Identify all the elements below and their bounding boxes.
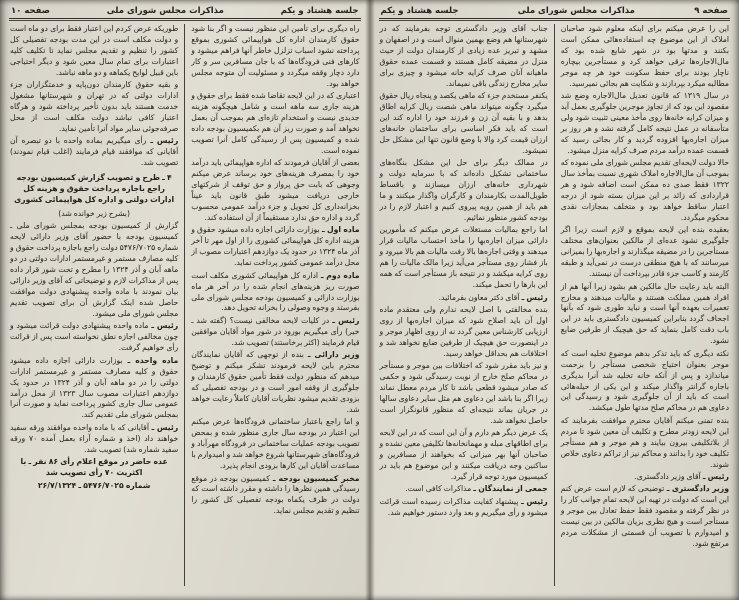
- text-column-left: [379, 24, 549, 586]
- paragraph: وزیر دارائی ـ بنده از توجهی که آقایان نمایندگان محترم باین لایحه فرمودند تشکر میکنم و توضیح میدهم که منظور دولت فقط تأمین حقوق کارمندان و جلوگیری از وقفه امور است و در بودجه تفصیلی که بزودی تقدیم میشود نظریات آقایان کاملاً رعایت خواهد شد.: [191, 350, 360, 414]
- paragraph: رئیس ـ ماده واحده پیشنهادی دولت قرائت میشود و چون مخالفی اجازه نطق نخواسته است پس از قرائت رأی خواهیم گرفت.: [10, 321, 179, 353]
- left-page-header: [9, 6, 361, 18]
- paragraph: یک عرض دیگر هم دارم و آن این است که در این لایحه برای اطاقهای مبله و مهمانخانه‌ها تکلیفی معین نشده و صاحبان آنها بهر میزانی که بخواهند از مسافرین و ساکنین وجه دریافت میکنند و این موضوع هم باید در کمیسیون مورد توجه قرار گیرد.: [379, 428, 548, 481]
- journal-title: مذاکرات مجلس شورای ملی: [517, 6, 635, 16]
- paragraph: وزیر دادگستری ـ توضیحی که لازم است عرض کنم این است که دولت در تهیه این لایحه تمام جوانب کار را در نظر گرفته و مقصود فقط حفظ تعادل بین موجر و مستأجر است و هیچ نظری بزیان مالکین در بین نیست و امیدوارم با تصویب آن قسمتی از مشکلات مردم مرتفع شود.: [560, 484, 729, 549]
- page-number: صفحه ۱۰: [11, 6, 50, 16]
- right-page-columns: [379, 24, 731, 586]
- paragraph: شماره ۵۴۷۶/۷۰۲۵ ـ ۲۶/۷/۱۳۲۴: [37, 480, 151, 490]
- journal-title: مذاکرات مجلس شورای ملی: [106, 6, 224, 16]
- paragraph: و نیز باید مقرر شود که اختلافات بین موجر و مستأجر در محاکم صلح خارج از نوبت رسیدگی شود و حکمی که صادر میشود قطعی باشد تا کار مردم معطل نماند زیرا اگر بنا باشد این دعاوی هم مثل سایر دعاوی سالها در جریان بماند نتیجه‌ای که منظور قانونگزار است حاصل نخواهد شد.: [379, 361, 548, 425]
- paragraph: بنده مخالفتی با اصل لایحه ندارم ولی معتقدم ماده اول آن باید اصلاح شود که میزان اجاره‌بها از روی ارزیابی کارشناس معین گردد نه از روی اظهار موجر و در اینصورت حق هیچیک از طرفین ضایع نخواهد شد و اختلافات هم بحداقل خواهد رسید.: [379, 304, 548, 358]
- column-divider: [184, 24, 185, 586]
- text-column-right: [560, 24, 730, 586]
- paragraph: ماده دوم ـ اداره کل هواپیمائی کشوری مکلف است صورت ریز هزینه‌های انجام شده را در آخر هر ماه بوزارت دارائی و کمیسیون بودجه مجلس شورای ملی بفرستد و وجوه وصولی را بخزانه تحویل دهد.: [191, 270, 360, 313]
- paragraph: جمعی از نمایندگان ـ مذاکرات کافی است.: [405, 484, 548, 494]
- paragraph: اما راجع بمالیات مستغلات عرض میکنم که مأمورین دارائی میزان اجاره‌بها را مأخذ احتساب مالیات قرار میدهند و وقتی اجاره‌ها بالا رفت مالیات هم بالا میرود و باز فشار روی مستأجر می‌آید زیرا مالک مالیات را هم روی کرایه میکشد و در نتیجه باز مستأجر است که همه این بارها را تحمل میکند.: [379, 225, 548, 290]
- paragraph: و اما راجع باعتبار ساختمانی فرودگاه‌ها عرض میکنم این اعتبار در بودجه سال جاری منظور شده و بمحض تصویب بودجه عملیات ساختمانی در فرودگاه مهرآباد و فرودگاه‌های شهرستانها شروع خواهد شد و امیدوارم با مساعدت آقایان این کارها بزودی انجام پذیرد.: [191, 417, 360, 471]
- paragraph: رئیس ـ آقای وزیر دادگستری.: [634, 472, 729, 481]
- paragraph: رئیس ـ پیشنهاد کفایت مذاکرات رسیده است قرائت میشود و رأی میگیریم و بعد وارد دستور خواهیم شد.: [379, 496, 548, 517]
- right-page: [370, 0, 739, 600]
- session-title: جلسه هشتاد و یکم: [280, 6, 359, 16]
- paragraph: عده حاضر در موقع اعلام رأی ۸۶ نفر ـ با اکثریت ۷۰ رأی تصویب شد: [20, 457, 168, 478]
- paragraph: اعتباری که در این لایحه تقاضا شده فقط برای حقوق و هزینه جاری سه ماهه است و شامل هیچگونه هزینه جدیدی نیست و استخدام تازه‌ای هم بموجب آن بعمل نخواهد آمد و صورت ریز آن هم بکمیسیون بودجه داده شده و کمیسیون پس از رسیدگی کامل آنرا تصویب نموده است.: [191, 91, 360, 155]
- text-column-left: [9, 24, 179, 586]
- right-page-header: [379, 6, 731, 18]
- paragraph: ماده اول ـ بوزارت دارائی اجازه داده میشود حقوق و هزینه اداره کل هواپیمائی کشوری را از اول مهر تا آخر آذر ماه ۱۳۲۴ در حدود یک دوازدهم اعتبارات مصوب از محل درآمد عمومی کشور پرداخت نماید.: [191, 225, 360, 268]
- paragraph: گزارش از کمیسیون بودجه بمجلس شورای ملی ـ کمیسیون بودجه با حضور آقای وزیر دارائی لایحه شماره ۵۴۷۶/۷۰۲۵ دولت راجع باجازه پرداخت حقوق و کلیه مصارف مستمر و غیرمستمر ادارات دولتی در دو ماهه آبان و آذر ۱۳۲۴ را مطرح و تحت شور قرار داده پس از مذاکرات لازم و توضیحاتی که آقای وزیر دارائی بیان نمودند با ماده واحده پیشنهادی دولت موافقت حاصل شده اینک گزارش آن برای تصویب تقدیم مجلس شورای ملی میشود.: [10, 221, 179, 318]
- paragraph: حالا دولت لایحه‌ای تقدیم مجلس شورای ملی نموده که بموجب آن مال‌الاجاره املاک شهری نسبت بمأخذ سال ۱۳۲۲ فقط صدی ده ممکن است اضافه شود و هر قراردادی که زائد بر این میزان بسته شود از درجه اعتبار ساقط خواهد بود و متخلف بمجازات نقدی محکوم میگردد.: [560, 158, 729, 222]
- paragraph: نکته دیگری که باید تذکر بدهم موضوع تخلیه است که موجر بعنوان احتیاج شخصی مستأجر را بزحمت میاندازد و پس از آنکه خانه تخلیه شد آنرا بدیگری باجاره گرانتر واگذار میکند و این یکی از حیله‌هائی است که باید از آن جلوگیری شود و رسیدگی این دعاوی هم در محاکم صلح مدتها طول میکشد.: [560, 348, 729, 413]
- paragraph: مخبر کمیسیون بودجه ـ کمیسیون بودجه در موقع رسیدگی همین نظرها را داشته و مقرر داشته است که دولت در ظرف یکماه بودجه تفصیلی کل کشور را تنظیم و تقدیم مجلس نماید.: [191, 473, 360, 516]
- left-page-columns: [9, 24, 361, 586]
- paragraph: البته باید رعایت حال مالکین هم بشود زیرا آنها هم از افراد همین مملکت هستند و مالیات میدهند و مخارج تعمیرات بعهده آنها است و نباید طوری شود که بآنها اجحاف گردد بنابراین کمیسیون دادگستری باید در این باب دقت کامل بنماید که حق هیچیک از طرفین ضایع نشود.: [560, 281, 729, 346]
- paragraph: رئیس ـ رأی میگیریم بماده واحده با دو تبصره آن آقایانی که موافقند قیام فرمایند (اغلب قیام نمودند) تصویب شد.: [10, 136, 179, 168]
- header-rule: [379, 18, 731, 21]
- paragraph: رئیس ـ در کلیات لایحه مخالفی نیست؟ (گفته شد ـ خیر) رأی میگیریم بورود در شور مواد آقایان موافقین قیام فرمایند (اکثر برخاستند) تصویب شد.: [191, 315, 360, 347]
- paragraph: این را عرض میکنم برای اینکه معلوم شود صاحبان املاک از این موضوع چه استفاده‌هائی ممکن است بکنند و مدتها بود در شهر شایع شده بود که مال‌الاجاره‌ها ترقی خواهد کرد و مستأجرین بیچاره ناچار بودند برای حفظ سکونت خود هر چه موجر مطالبه میکرد بپردازند و شکایت هم بجائی نمیرسید.: [560, 24, 729, 88]
- paragraph: ماده واحده ـ بوزارت دارائی اجازه داده میشود حقوق و کلیه مصارف مستمر و غیرمستمر ادارات دولتی را در دو ماهه آبان و آذر ۱۳۲۴ در حدود یک دوازدهم اعتبارات مصوب سال ۱۳۲۳ از محل درآمد عمومی سال جاری کشور پرداخت نماید و صورت آنرا بمجلس شورای ملی تقدیم کند.: [10, 355, 179, 420]
- paragraph: رئیس ـ آقای دکتر معاون بفرمائید.: [438, 292, 548, 302]
- paragraph: بنده تمنی میکنم آقایان محترم موافقت بفرمایند که این لایحه زودتر مطرح و تکلیف آن معین شود تا مردم از بلاتکلیفی بیرون بیایند و هم موجر و هم مستأجر تکلیف خود را بدانند و محاکم نیز از تراکم دعاوی خلاص شوند.: [560, 415, 729, 469]
- paragraph: طوریکه عرض کردم این اعتبار فقط برای دو ماه است و دولت مکلف است در این مدت بودجه تفصیلی کل کشور را تنظیم و تقدیم مجلس نماید تا تکلیف کلیه اعتبارات برای تمام سال معین شود و دیگر احتیاجی باین قبیل لوایح یکماهه و دو ماهه نباشد.: [10, 24, 179, 77]
- paragraph: و بقیه حقوق کارمندان دون‌پایه و خدمتگزاران جزء ادارات دولتی که در تهران و شهرستانها مشغول خدمت هستند باید بدون تأخیر پرداخته شود و هرگاه اعتبار کافی نباشد دولت مکلف است از محل صرفه‌جوئی سایر مواد آنرا تأمین نماید.: [10, 80, 179, 133]
- paragraph: جناب آقای وزیر دادگستری توجه بفرمایند که در شهرستانها هم وضع بهمین منوال است و در اصفهان و مشهد و تبریز عده زیادی از کارمندان دولت از حیث منزل در مضیقه کامل هستند و قسمت عمده حقوق ماهیانه آنان صرف کرایه خانه میشود و چیزی برای سایر مخارج زندگی باقی نمیماند.: [379, 24, 548, 88]
- paragraph: در سال ۱۳۱۹ که قانون تعدیل مال‌الاجاره وضع شد مقصود این بود که از تجاوز موجرین جلوگیری بعمل آید و میزان کرایه خانه‌ها روی مأخذ معینی تثبیت شود ولی متأسفانه در عمل نتیجه کامل گرفته نشد و هر روز بر میزان اجاره‌بها افزوده گردید و کار بجائی رسید که قسمت عمده درآمد مردم صرف کرایه منزل میشود.: [560, 91, 729, 155]
- paragraph: یکنفر مستخدم جزء که ماهی یکصد و پنجاه ریال حقوق میگیرد چگونه میتواند ماهی شصت ریال کرایه اطاق بدهد و با بقیه آن زن و فرزند خود را اداره کند این است که باید فکر اساسی برای ساختمان خانه‌های ارزان قیمت کرد والا با وضع قانون تنها این مشکل حل نمیشود.: [379, 91, 548, 155]
- text-column-right: [190, 24, 360, 586]
- paragraph: (بشرح زیر خوانده شد): [58, 209, 130, 218]
- session-title: جلسه هشتاد و یکم: [380, 6, 459, 16]
- paragraph: راه دیگری برای تأمین این منظور نیست و اگر بنا شود حقوق کارمندان اداره کل هواپیمائی کشوری بموقع پرداخته نشود اسباب تزلزل خاطر آنها فراهم میشود و کارهای فنی فرودگاه‌ها که با جان مسافرین سر و کار دارد دچار وقفه میگردد و مسئولیت آن متوجه مجلس خواهد بود.: [191, 24, 360, 88]
- page-number: صفحه ۹: [694, 6, 728, 16]
- header-rule: [9, 18, 361, 21]
- paragraph: در ممالک دیگر برای حل این مشکل بنگاه‌های ساختمانی تشکیل داده‌اند که با سرمایه دولت و شهرداری خانه‌های ارزان میسازند و باقساط طویل‌المدت بکارمندان و کارگران واگذار میکنند و ما هم باید از همین رویه پیروی کنیم و اعتبار لازم را در بودجه کشور منظور نمائیم.: [379, 158, 548, 222]
- paragraph: بعضی از آقایان فرمودند که اداره هواپیمائی باید درآمد خود را بمصرف هزینه‌های خود برساند عرض میکنم وجوهی که بابت حق پرواز و حق توقف از شرکتهای خارجی دریافت میشود طبق قانون باید عیناً بخزانه‌داری کل تحویل و جزء درآمد عمومی محسوب گردد و اداره حق ندارد مستقیماً از آن استفاده کند.: [191, 158, 360, 222]
- column-divider: [554, 24, 555, 586]
- paragraph: بعقیده بنده این لایحه بموقع و لازم است زیرا اگر جلوگیری نشود عده‌ای از مالکین بعنوان‌های مختلف مستأجرین را در مضیقه میگذارند و اجاره‌بها را بمیزانی میرسانند که با هیچ منطقی درست در نمی‌آید و طبقه کارمند و کاسب جزء قادر بپرداخت آن نیستند.: [560, 225, 729, 279]
- section-heading: ۴ ـ طرح و تصویب گزارش کمیسیون بودجه راجع باجازه پرداخت حقوق و هزینه کل ادارات دولتی و اداره کل هواپیمائی کشوری: [14, 173, 175, 205]
- paragraph: رئیس ـ آقایانی که با ماده واحده موافقند ورقه سفید خواهند داد (اخذ و شماره آراء بعمل آمده ۷۰ ورقه سفید شماره شد) تصویب شد.: [10, 422, 179, 454]
